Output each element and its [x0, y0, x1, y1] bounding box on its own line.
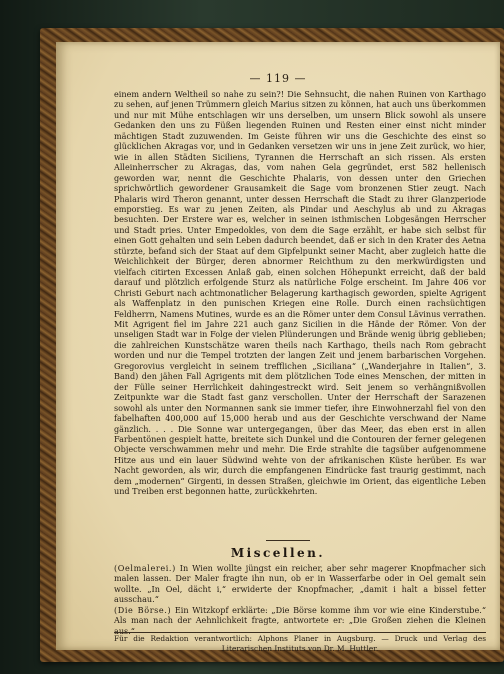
imprint-line-1: Für die Redaktion verantwortlich: Alphons Planer in Augsburg. — Druck und Verlag des — [114, 634, 486, 643]
miscellen-item-label: (Oelmalerei.) — [114, 563, 176, 573]
book-page — [56, 42, 500, 653]
footer-divider — [114, 632, 486, 633]
imprint-footer — [114, 634, 486, 654]
main-paragraph: einem andern Weltheil so nahe zu sein?! Die Sehnsucht, die nahen Ruinen von Karthago zu sehen, auf jenen Trümmern gleich Marius sitzen zu können, hat auch uns überkommen und nur mit Mühe entschlagen wir uns derselben, um unsern Blick sowohl als unsere Gedanken den uns zu Füßen liegenden Ruinen und Resten einer einst nicht minder mächtigen Stadt zuzuwenden. Im Geiste führen wir uns die Geschichte des einst so glücklichen Akragas vor, und in Gedanken versetzen wir uns in jene Zeit zurück, wo hier, wie in allen Städten Siciliens, Tyrannen die Herrschaft an sich rissen. Als ersten Alleinherrscher zu Akragas, das, vom nahen Gela gegründet, erst 582 hellenisch geworden war, nennt die Geschichte Phalaris, von dessen unter den Griechen sprichwörtlich gewordener Grausamkeit die Sage vom bronzenen Stier zeugt. Nach Phalaris wird Theron genannt, unter dessen Herrschaft die Stadt zu ihrer Glanzperiode emporstieg. Es war zu jenen Zeiten, als Pindar und Aeschylus ab und zu Akragas besuchten. Der Erstere war es, welcher in seinen isthmischen Lobgesängen Herrscher und Stadt pries. Unter Empedokles, von dem die Sage erzählt, er habe sich selbst für einen Gott gehalten und sein Leben dadurch beendet, daß er sich in den Krater des Aetna stürzte, befand sich der Staat auf dem Gipfelpunkt seiner Macht, aber zugleich hatte die Weichlichkeit der Bürger, deren abnormer Reichthum zu den merkwürdigsten und vielfach citirten Excessen Anlaß gab, einen solchen Höhepunkt erreicht, daß der bald darauf und plötzlich erfolgende Sturz als natürliche Folge erscheint. Im Jahre 406 vor Christi Geburt nach achtmonatlicher Belagerung karthagisch geworden, spielte Agrigent als Waffenplatz in den punischen Kriegen eine Rolle. Durch einen rachsüchtigen Feldherrn, Namens Mutines, wurde es an die Römer unter dem Consul Lävinus verrathen. Mit Agrigent fiel im Jahre 221 auch ganz Sicilien in die Hände der Römer. Von der unseligen Stadt war in Folge der vielen Plünderungen und Brände wenig übrig geblieben; die zahlreichen Kunstschätze waren theils nach Karthago, theils nach Rom gebracht worden und nur die Tempel trotzten der langen Zeit und jenem barbarischen Vorgehen. Gregorovius vergleicht in seinem trefflichen „Siciliana“ („Wanderjahre in Italien“, 3. Band) den jähen Fall Agrigents mit dem plötzlichen Tode eines Menschen, der mitten in der Fülle seiner Herrlichkeit dahingestreckt wird. Seit jenem so verhängnißvollen Zeitpunkte war die Stadt fast ganz verschollen. Unter der Herrschaft der Sarazenen sowohl als unter den Normannen sank sie immer tiefer, ihre Einwohnerzahl fiel von den fabelhaften 400,000 auf 15,000 herab und aus der Geschichte verschwand der Name gänzlich. . . . Die Sonne war untergegangen, über das Meer, das eben erst in allen Farbentönen gespielt hatte, breitete sich Dunkel und die Contouren der ferner gelegenen Objecte verschwammen mehr und mehr. Die Erde strahlte die tagsüber aufgenommene Hitze aus und ein lauer Südwind wehte von der afrikanischen Küste herüber. Es war Nacht geworden, als wir, durch die empfangenen Eindrücke fast traurig gestimmt, nach dem „modernen“ Girgenti, in dessen Straßen, gleichwie im Orient, das eigentliche Leben und Treiben erst begonnen hatte, zurückkehrten. — [114, 89, 486, 497]
main-text — [114, 89, 486, 497]
section-title: Miscellen. — [230, 546, 326, 560]
imprint-line-2: Literarischen Instituts von Dr. M. Huttler. — [221, 644, 379, 653]
miscellen-item — [114, 563, 486, 605]
miscellen-item-text: In Wien wollte jüngst ein reicher, aber sehr magerer Knopfmacher sich malen lassen. Der Maler fragte ihn nun, ob er in Wasserfarbe oder in Oel gemalt sein wollte. „In Oel, dächt i,“ erwiderte der Knopfmacher, „damit i halt a bissel fetter ausschau.“ — [114, 563, 486, 605]
miscellen-list — [114, 563, 486, 636]
miscellen-item-text: Ein Witzkopf erklärte: „Die Börse komme ihm vor wie eine Kinderstube.“ Als man nach der Aehnlichkeit fragte, antwortete er: „Die Großen ziehen die Kleinen aus.“ — [114, 604, 486, 636]
miscellen-item-label: (Die Börse.) — [114, 604, 172, 615]
section-divider — [266, 540, 310, 541]
page-number: — 119 — — [249, 72, 307, 85]
